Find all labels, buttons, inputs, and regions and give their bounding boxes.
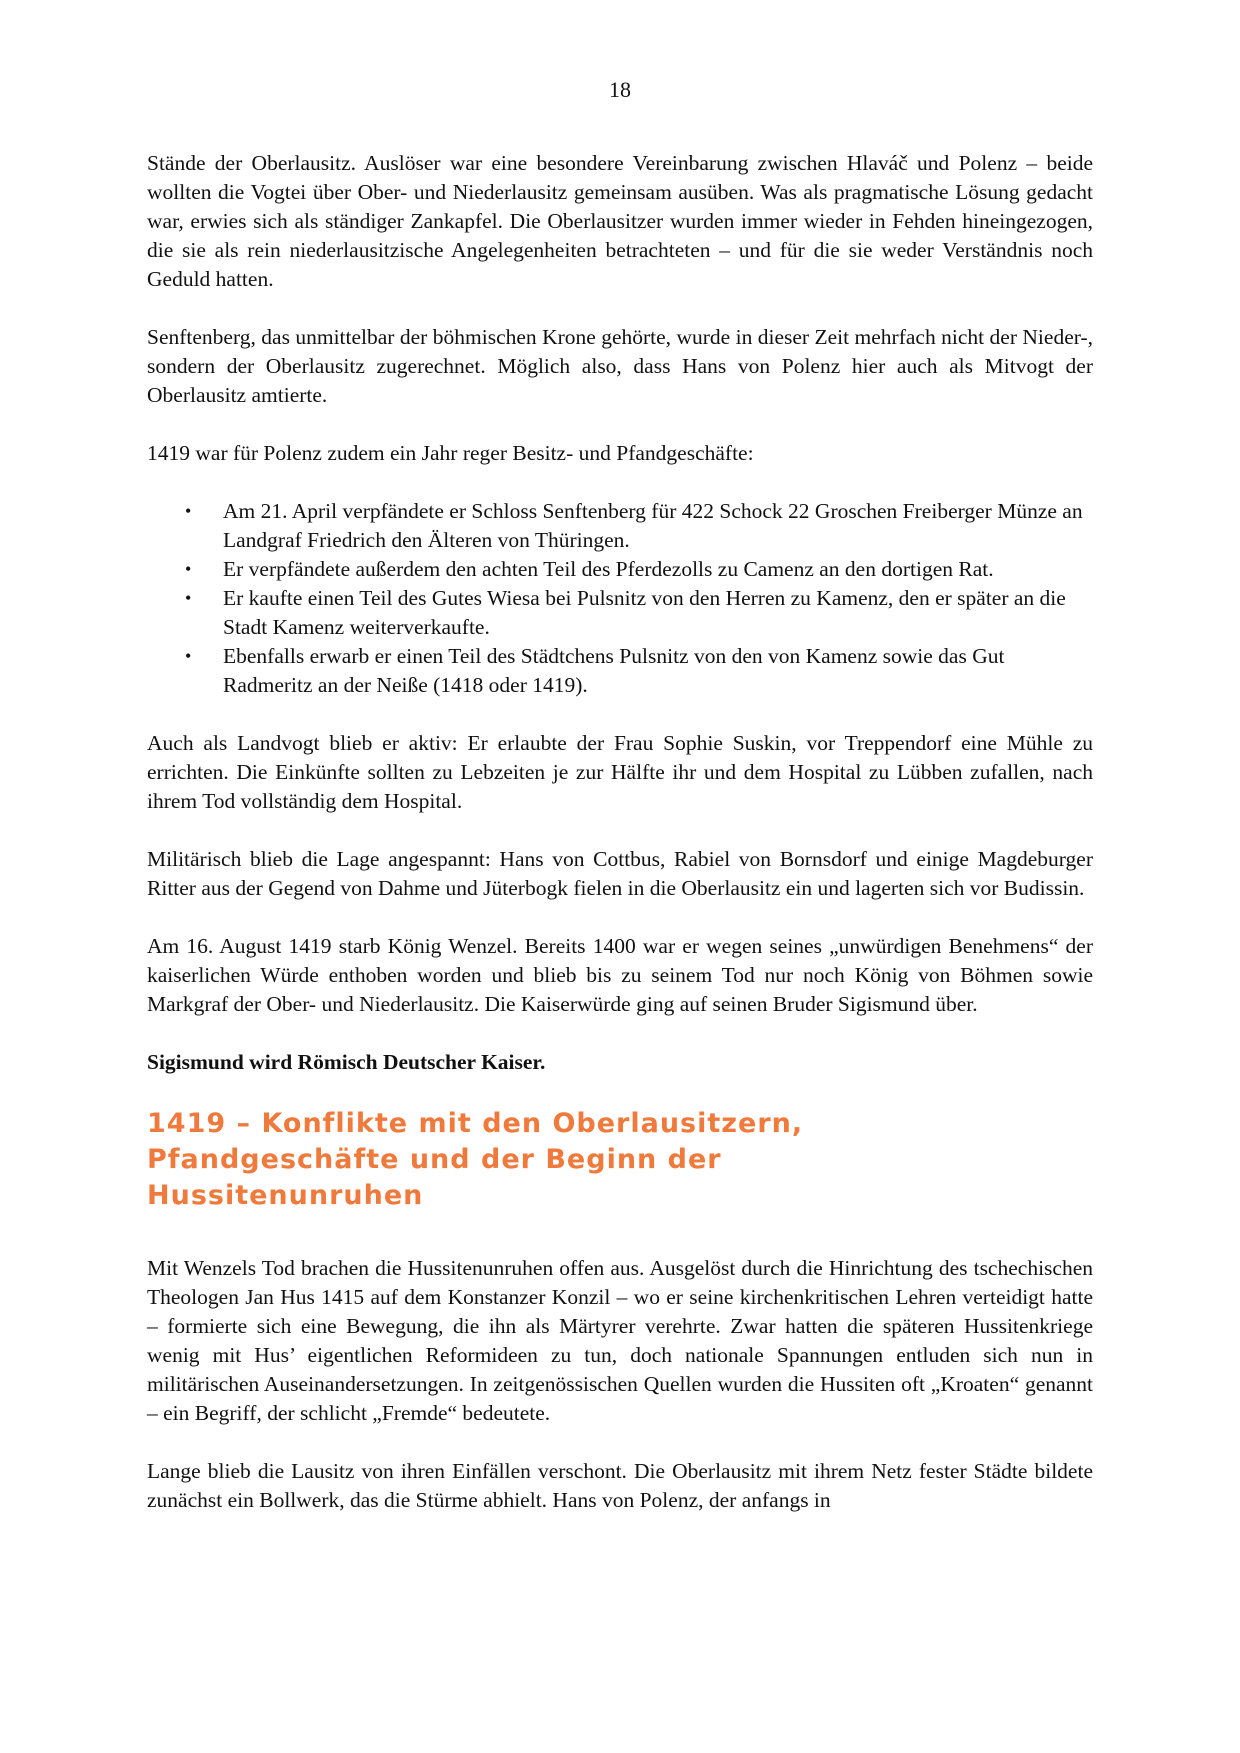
list-item [147, 584, 1093, 642]
bold-statement: Sigismund wird Römisch Deutscher Kaiser. [147, 1050, 546, 1074]
section-heading: 1419 – Konflikte mit den Oberlausitzern, Pfandgeschäfte und der Beginn der Hussitenunruhen [147, 1108, 804, 1211]
bullet-marker: • [185, 501, 192, 521]
list-item [147, 555, 1093, 584]
paragraph-wenzel: Am 16. August 1419 starb König Wenzel. Bereits 1400 war er wegen seines „unwürdigen Benehmens“ der kaiserlichen Würde enthoben worden und blieb bis zu seinem Tod nur noch König von Böhmen sowie Markgraf der Ober- und Niederlausitz. Die Kaiserwürde ging auf seinen Bruder Sigismund über. [147, 934, 1093, 1016]
bullet-marker: • [185, 588, 192, 608]
list-item-text: Am 21. April verpfändete er Schloss Senftenberg für 422 Schock 22 Groschen Freiberger Münze an Landgraf Friedrich den Älteren von Thüringen. [223, 499, 1083, 552]
paragraph-1419-intro: 1419 war für Polenz zudem ein Jahr reger Besitz- und Pfandgeschäfte: [147, 441, 754, 465]
paragraph-militaerisch: Militärisch blieb die Lage angespannt: Hans von Cottbus, Rabiel von Bornsdorf und einige Magdeburger Ritter aus der Gegend von Dahme und Jüterbogk fielen in die Oberlausitz ein und lagerten sich vor Budissin. [147, 847, 1093, 900]
page-number: 18 [609, 77, 631, 102]
page-content [147, 149, 1093, 1544]
list-item [147, 642, 1093, 700]
paragraph-hussiten: Mit Wenzels Tod brachen die Hussitenunruhen offen aus. Ausgelöst durch die Hinrichtung des tschechischen Theologen Jan Hus 1415 auf dem Konstanzer Konzil – wo er seine kirchenkritischen Lehren verteidigt hatte – formierte sich eine Bewegung, die ihn als Märtyrer verehrte. Zwar hatten die späteren Hussitenkriege wenig mit Hus’ eigentlichen Reformideen zu tun, doch nationale Spannungen entluden sich nun in militärischen Auseinandersetzungen. In zeitgenössischen Quellen wurden die Hussiten oft „Kroaten“ genannt – ein Begriff, der schlicht „Fremde“ bedeutete. [147, 1256, 1093, 1425]
paragraph-staende: Stände der Oberlausitz. Auslöser war eine besondere Vereinbarung zwischen Hlaváč und Polenz – beide wollten die Vogtei über Ober- und Niederlausitz gemeinsam ausüben. Was als pragmatische Lösung gedacht war, erwies sich als ständiger Zankapfel. Die Oberlausitzer wurden immer wieder in Fehden hineingezogen, die sie als rein niederlausitzische Angelegenheiten betrachteten – und für die sie weder Verständnis noch Geduld hatten. [147, 151, 1093, 291]
bullet-marker: • [185, 559, 192, 579]
list-item-text: Ebenfalls erwarb er einen Teil des Städtchens Pulsnitz von den von Kamenz sowie das Gut Radmeritz an der Neiße (1418 oder 1419). [223, 644, 1005, 697]
list-item-text: Er verpfändete außerdem den achten Teil des Pferdezolls zu Camenz an den dortigen Rat. [223, 557, 994, 581]
paragraph-lausitz: Lange blieb die Lausitz von ihren Einfällen verschont. Die Oberlausitz mit ihrem Netz fester Städte bildete zunächst ein Bollwerk, das die Stürme abhielt. Hans von Polenz, der anfangs in [147, 1459, 1093, 1512]
bullet-list [147, 497, 1093, 700]
paragraph-senftenberg: Senftenberg, das unmittelbar der böhmischen Krone gehörte, wurde in dieser Zeit mehrfach nicht der Nieder-, sondern der Oberlausitz zugerechnet. Möglich also, dass Hans von Polenz hier auch als Mitvogt der Oberlausitz amtierte. [147, 325, 1093, 407]
list-item [147, 497, 1093, 555]
bullet-marker: • [185, 646, 192, 666]
list-item-text: Er kaufte einen Teil des Gutes Wiesa bei Pulsnitz von den Herren zu Kamenz, den er später an die Stadt Kamenz weiterverkaufte. [223, 586, 1066, 639]
paragraph-landvogt: Auch als Landvogt blieb er aktiv: Er erlaubte der Frau Sophie Suskin, vor Treppendorf eine Mühle zu errichten. Die Einkünfte sollten zu Lebzeiten je zur Hälfte ihr und dem Hospital zu Lübben zufallen, nach ihrem Tod vollständig dem Hospital. [147, 731, 1093, 813]
